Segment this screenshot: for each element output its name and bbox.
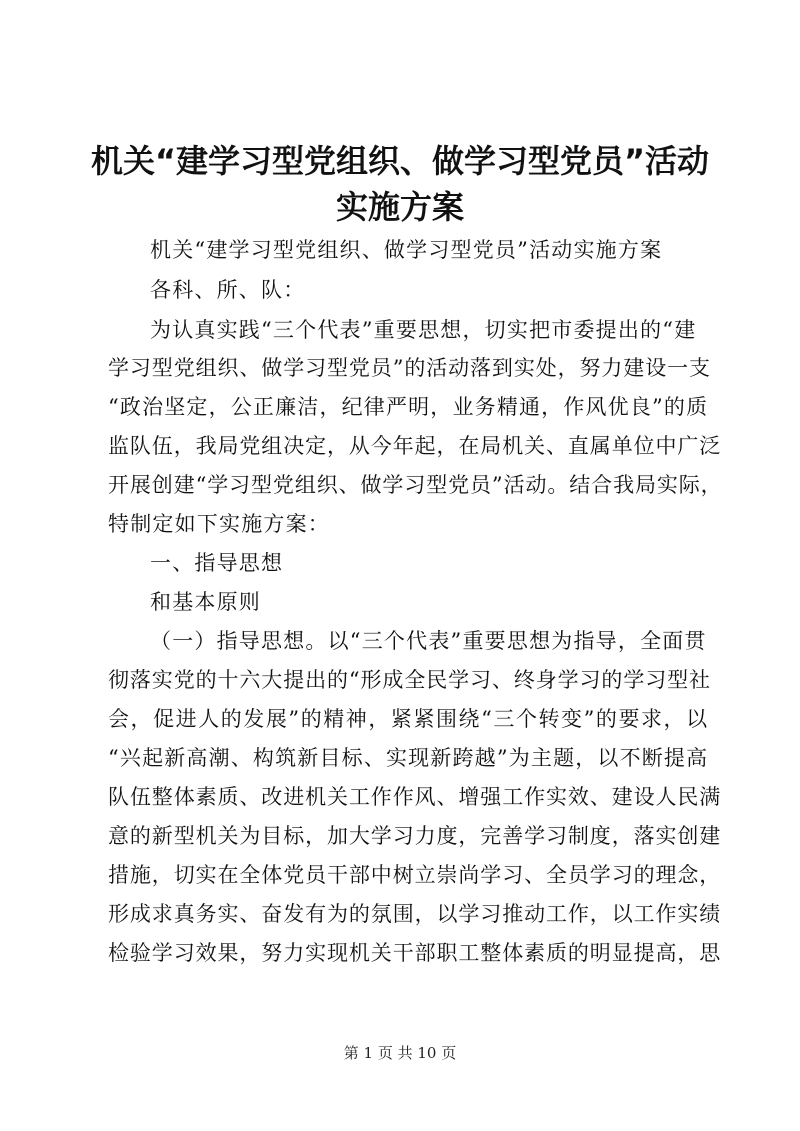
section-heading-continued: 和基本原则 xyxy=(150,590,261,614)
page-number-footer: 第 1 页 共 10 页 xyxy=(343,1044,457,1062)
paragraph-line: 形成求真务实、奋发有为的氛围，以学习推动工作，以工作实绩 xyxy=(108,902,722,926)
salutation-line: 各科、所、队： xyxy=(150,278,306,302)
paragraph-line: “政治坚定，公正廉洁，纪律严明，业务精通，作风优良”的质 xyxy=(108,395,708,419)
paragraph-line: 彻落实党的十六大提出的“形成全民学习、终身学习的学习型社 xyxy=(108,668,711,692)
paragraph-line: 为认真实践“三个代表”重要思想，切实把市委提出的“建 xyxy=(150,318,697,342)
paragraph-line: 会，促进人的发展”的精神，紧紧围绕“三个转变”的要求，以 xyxy=(108,707,708,731)
paragraph-line: 意的新型机关为目标，加大学习力度，完善学习制度，落实创建 xyxy=(108,824,722,848)
paragraph-line: 措施，切实在全体党员干部中树立崇尚学习、全员学习的理念， xyxy=(108,863,722,887)
paragraph-line: （一）指导思想。以“三个代表”重要思想为指导，全面贯 xyxy=(150,629,707,653)
document-title-line-1: 机关“建学习型党组织、做学习型党员”活动 xyxy=(90,142,710,180)
section-heading: 一、指导思想 xyxy=(150,551,284,575)
paragraph-line: 特制定如下实施方案： xyxy=(108,512,330,536)
paragraph-line: 学习型党组织、做学习型党员”的活动落到实处，努力建设一支 xyxy=(108,356,711,380)
subtitle-line: 机关“建学习型党组织、做学习型党员”活动实施方案 xyxy=(150,238,663,262)
paragraph-line: 监队伍，我局党组决定，从今年起，在局机关、直属单位中广泛 xyxy=(108,434,722,458)
paragraph-line: 开展创建“学习型党组织、做学习型党员”活动。结合我局实际， xyxy=(108,473,723,497)
paragraph-line: 队伍整体素质、改进机关工作作风、增强工作实效、建设人民满 xyxy=(108,785,722,809)
document-title-line-2: 实施方案 xyxy=(335,188,464,226)
paragraph-line: 检验学习效果，努力实现机关干部职工整体素质的明显提高，思 xyxy=(108,941,722,965)
paragraph-line: “兴起新高潮、构筑新目标、实现新跨越”为主题，以不断提高 xyxy=(108,746,708,770)
